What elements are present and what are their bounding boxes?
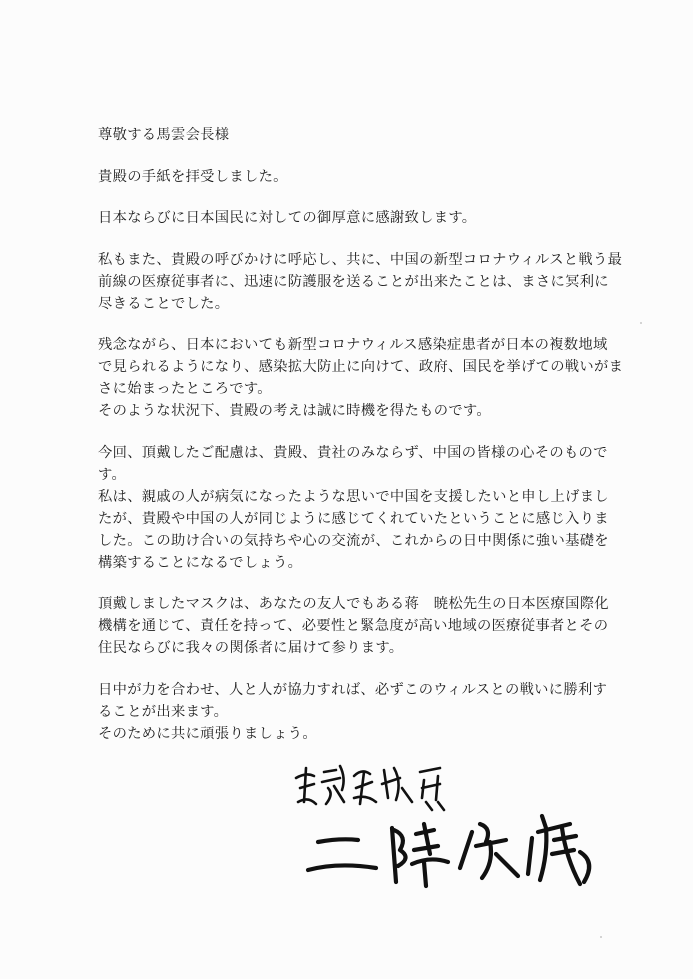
- text-line: 私は、親戚の人が病気になったような思いで中国を支援したいと申し上げまし: [98, 488, 609, 505]
- paragraph-closing: [98, 679, 618, 745]
- paragraph-situation-japan: [98, 334, 624, 422]
- text-line: す。: [98, 466, 127, 483]
- text-line: 頂戴しましたマスクは、あなたの友人でもある蒋 暁松先生の日本医療国際化: [98, 596, 609, 612]
- paragraph-consideration: [98, 442, 618, 574]
- text-line: そのような状況下、貴殿の考えは誠に時機を得たものです。: [98, 403, 491, 419]
- signature-title: [296, 766, 444, 810]
- text-line: ることが出来ます。: [98, 703, 229, 720]
- text-line: たが、貴殿や中国の人が同じように感じてくれていたということに感じ入りま: [98, 510, 609, 527]
- scan-speck: [600, 936, 602, 938]
- text-line: 住民ならびに我々の関係者に届けて参ります。: [98, 640, 404, 656]
- handwritten-signature: [284, 758, 644, 898]
- paragraph-protective-suits: [98, 249, 623, 315]
- text-line: 前線の医療従事者に、迅速に防護服を送ることが出来たことは、まさに冥利に: [98, 273, 609, 290]
- paragraph-masks: [98, 593, 618, 659]
- text-line: 私もまた、貴殿の呼びかけに呼応し、共に、中国の新型コロナウィルスと戦う最: [98, 251, 623, 268]
- paragraph-gratitude: [98, 207, 618, 229]
- signature-name: [308, 816, 589, 886]
- text-line: 日中が力を合わせ、人と人が協力すれば、必ずこのウィルスとの戦いに勝利す: [98, 681, 608, 698]
- paragraph-receipt: [98, 166, 618, 188]
- salutation: 尊敬する馬雲会長様: [98, 127, 230, 143]
- text-line: で見られるようになり、感染拡大防止に向けて、政府、国民を挙げての戦いがま: [98, 359, 624, 375]
- text-line: さに始まったところです。: [98, 381, 272, 397]
- text-line: 機構を通じて、責任を持って、必要性と緊急度が高い地域の医療従事者とその: [98, 618, 609, 634]
- scan-speck: [640, 322, 642, 324]
- text-line: 尽きることでした。: [98, 295, 230, 312]
- text-line: 貴殿の手紙を拝受しました。: [98, 168, 288, 185]
- text-line: 残念ながら、日本においても新型コロナウィルス感染症患者が日本の複数地域: [98, 337, 608, 353]
- text-line: 今回、頂戴したご配慮は、貴殿、貴社のみならず、中国の皆様の心そのもので: [98, 444, 608, 461]
- text-line: 構築することになるでしょう。: [98, 554, 303, 571]
- text-line: そのために共に頑張りましょう。: [98, 725, 317, 742]
- letter-body: [98, 124, 624, 764]
- text-line: した。この助け合いの気持ちや心の交流が、これからの日中関係に強い基礎を: [98, 532, 609, 549]
- text-line: 日本ならびに日本国民に対しての御厚意に感謝致します。: [98, 210, 477, 226]
